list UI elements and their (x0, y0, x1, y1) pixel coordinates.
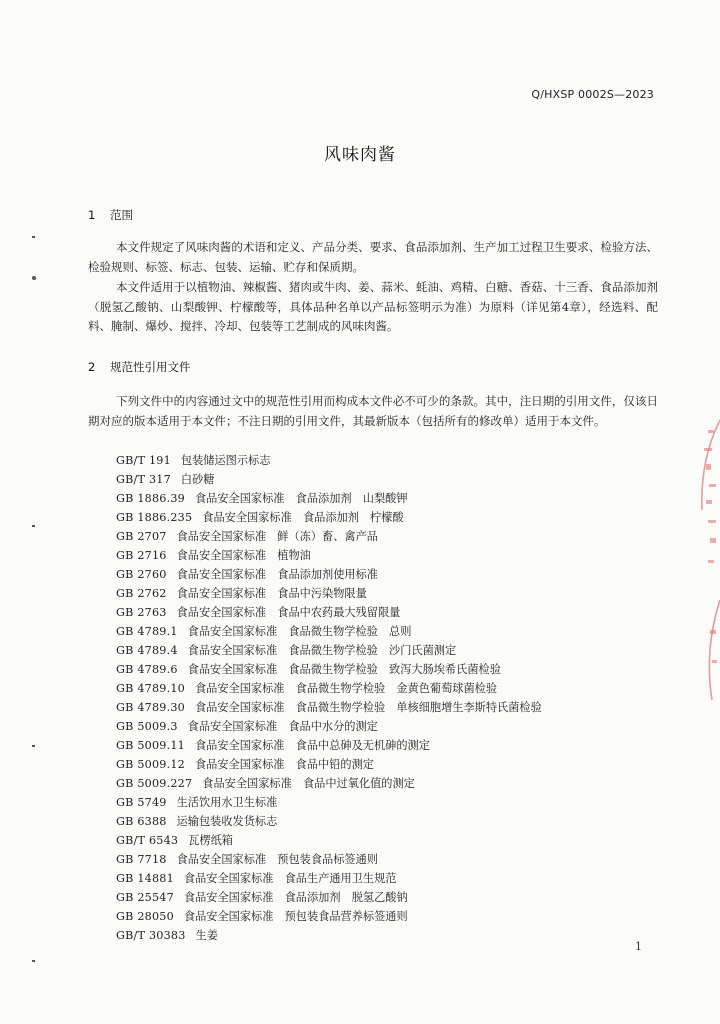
reference-code: GB/T 6543 (116, 834, 179, 847)
reference-code: GB 1886.39 (116, 492, 185, 505)
document-title: 风味肉酱 (324, 145, 396, 165)
reference-item (116, 641, 542, 660)
scan-speck (32, 745, 35, 747)
reference-item (116, 508, 542, 527)
scan-speck (32, 525, 35, 527)
reference-name: 瓦楞纸箱 (188, 834, 233, 847)
reference-name: 食品安全国家标准 食品中总砷及无机砷的测定 (194, 739, 430, 752)
reference-name: 食品安全国家标准 食品添加剂 柠檬酸 (202, 511, 404, 524)
reference-code: GB 14881 (116, 872, 174, 885)
scan-speck (32, 960, 35, 962)
reference-code: GB 25547 (116, 891, 174, 904)
reference-name: 包装储运图示标志 (180, 454, 271, 467)
reference-name: 食品安全国家标准 食品微生物学检验 总则 (187, 625, 412, 638)
reference-code: GB 2760 (116, 568, 167, 581)
reference-item (116, 470, 542, 489)
reference-item (116, 698, 542, 717)
reference-name: 食品安全国家标准 食品中过氧化值的测定 (202, 777, 415, 790)
reference-item (116, 679, 542, 698)
reference-name: 食品安全国家标准 食品中水分的测定 (187, 720, 378, 733)
reference-name: 食品安全国家标准 预包装食品营养标签通则 (183, 910, 408, 923)
reference-name: 食品安全国家标准 食品微生物学检验 沙门氏菌测定 (187, 644, 457, 657)
reference-name: 运输包装收发货标志 (176, 815, 278, 828)
reference-item (116, 774, 542, 793)
reference-code: GB 2707 (116, 530, 167, 543)
reference-item (116, 622, 542, 641)
reference-code: GB 5009.227 (116, 777, 193, 790)
reference-item (116, 565, 542, 584)
reference-list (116, 451, 542, 945)
reference-item (116, 527, 542, 546)
reference-name: 食品安全国家标准 食品添加剂 山梨酸钾 (194, 492, 408, 505)
scan-speck (32, 276, 36, 280)
document-code: Q/HXSP 0002S—2023 (531, 88, 654, 101)
reference-code: GB 4789.4 (116, 644, 178, 657)
section-number: 1 (88, 208, 96, 222)
page-number: 1 (635, 940, 642, 953)
reference-name: 食品安全国家标准 食品中农药最大残留限量 (176, 606, 401, 619)
reference-item (116, 736, 542, 755)
reference-item (116, 907, 542, 926)
scope-paragraph-1: 本文件规定了风味肉酱的术语和定义、产品分类、要求、食品添加剂、生产加工过程卫生要求、检验方法、检验规则、标签、标志、包装、运输、贮存和保质期。 (88, 240, 658, 274)
section-number: 2 (88, 360, 96, 374)
reference-name: 食品安全国家标准 鲜（冻）畜、禽产品 (176, 530, 378, 543)
reference-item (116, 850, 542, 869)
reference-item (116, 717, 542, 736)
reference-name: 食品安全国家标准 植物油 (176, 549, 311, 562)
reference-code: GB 5749 (116, 796, 167, 809)
reference-name: 食品安全国家标准 预包装食品标签通则 (176, 853, 378, 866)
reference-code: GB 5009.3 (116, 720, 178, 733)
reference-name: 生姜 (195, 929, 218, 942)
reference-name: 食品安全国家标准 食品生产通用卫生规范 (183, 872, 397, 885)
reference-code: GB/T 317 (116, 473, 171, 486)
reference-item (116, 755, 542, 774)
reference-code: GB/T 30383 (116, 929, 186, 942)
reference-code: GB 4789.10 (116, 682, 185, 695)
reference-item (116, 793, 542, 812)
reference-item (116, 546, 542, 565)
reference-code: GB 5009.11 (116, 739, 185, 752)
reference-code: GB 1886.235 (116, 511, 193, 524)
reference-code: GB/T 191 (116, 454, 171, 467)
reference-item (116, 812, 542, 831)
reference-name: 食品安全国家标准 食品微生物学检验 单核细胞增生李斯特氏菌检验 (194, 701, 542, 714)
section-2-heading (88, 359, 191, 375)
reference-code: GB 2763 (116, 606, 167, 619)
reference-code: GB 7718 (116, 853, 167, 866)
reference-item (116, 888, 542, 907)
reference-name: 食品安全国家标准 食品中铅的测定 (194, 758, 374, 771)
section-title: 范围 (110, 208, 133, 222)
reference-code: GB 4789.1 (116, 625, 178, 638)
scope-paragraph-2: 本文件适用于以植物油、辣椒酱、猪肉或牛肉、姜、蒜米、蚝油、鸡精、白糖、香菇、十三香、食品添加剂（脱氢乙酸钠、山梨酸钾、柠檬酸等，具体品种名单以产品标签明示为准）为原料（详见第4章），经选料、配料、腌制、爆炒、搅拌、冷却、包装等工艺制成的风味肉酱。 (88, 280, 658, 333)
reference-code: GB 2762 (116, 587, 167, 600)
normative-references-paragraph: 下列文件中的内容通过文中的规范性引用而构成本文件必不可少的条款。其中，注日期的引用文件，仅该日期对应的版本适用于本文件；不注日期的引用文件，其最新版本（包括所有的修改单）适用于本文件。 (88, 394, 658, 428)
reference-item (116, 660, 542, 679)
reference-name: 食品安全国家标准 食品微生物学检验 致泻大肠埃希氏菌检验 (187, 663, 501, 676)
reference-code: GB 2716 (116, 549, 167, 562)
reference-code: GB 4789.30 (116, 701, 185, 714)
scan-speck (32, 236, 35, 238)
reference-name: 白砂糖 (180, 473, 215, 486)
reference-item (116, 831, 542, 850)
section-1-heading (88, 207, 133, 223)
reference-name: 食品安全国家标准 食品微生物学检验 金黄色葡萄球菌检验 (194, 682, 498, 695)
reference-item (116, 869, 542, 888)
reference-item (116, 926, 542, 945)
reference-name: 食品安全国家标准 食品添加剂使用标准 (176, 568, 378, 581)
reference-item (116, 451, 542, 470)
reference-code: GB 28050 (116, 910, 174, 923)
reference-name: 食品安全国家标准 食品添加剂 脱氢乙酸钠 (183, 891, 408, 904)
reference-code: GB 6388 (116, 815, 167, 828)
section-title: 规范性引用文件 (110, 360, 191, 374)
reference-item (116, 489, 542, 508)
reference-code: GB 4789.6 (116, 663, 178, 676)
seal-stamp-icon (694, 400, 720, 720)
reference-name: 生活饮用水卫生标准 (176, 796, 278, 809)
reference-item (116, 603, 542, 622)
reference-item (116, 584, 542, 603)
reference-name: 食品安全国家标准 食品中污染物限量 (176, 587, 367, 600)
reference-code: GB 5009.12 (116, 758, 185, 771)
